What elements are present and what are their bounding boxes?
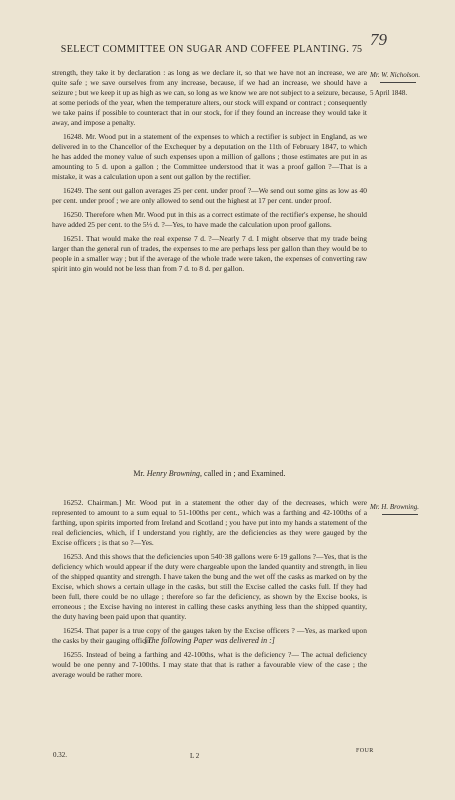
paragraph-16253: 16253. And this shows that the deficiencies upon 540·38 gallons were 6·19 gallons ?—Yes, that is the deficiency which would appear if the duty were chargeable upon the landed quantity and strength, in lieu of the shipped quantity and strength. I have taken the bung and the wet off the casks as marked on by the Excise, which shows a certain ullage in the casks, but still the Excise called the casks full. If they had been full, there could be no ullage ; therefore so far the deficiency, as shown by the Excise books, is erroneous ; the Excise having no interest in calling these casks anything less than the shipped quantity, the duty having been paid upon that quantity. — [52, 552, 367, 621]
page-header-title: SELECT COMMITTEE ON SUGAR AND COFFEE PLANTING. — [60, 44, 350, 55]
paragraph-16250: 16250. Therefore when Mr. Wood put in this as a correct estimate of the rectifier's expense, he should have added 25 per cent. to the 5⅓ d. ?—Yes, to have made the calculation upon proof gallons. — [52, 210, 367, 229]
paragraph-16248: 16248. Mr. Wood put in a statement of the expenses to which a rectifier is subject in England, as we delivered in to the Chancellor of the Exchequer by a deputation on the 11th of February 1847, to which he has added the money value of such expenses upon a million of gallons ; those estimates are put in as amounting to 5 d. upon a gallon ; the Committee understood that it was a proof gallon ?—That is a mistake, it was a calculation upon a sent out gallon by the rectifier. — [52, 132, 367, 181]
margin-date: 5 April 1848. — [370, 89, 408, 97]
paragraph-16254: 16254. That paper is a true copy of the gauges taken by the Excise officers ? —Yes, as marked upon the casks by their gauging officer. — [52, 626, 367, 645]
margin-witness-nicholson: Mr. W. Nicholson. — [370, 71, 421, 79]
handwritten-folio-number: 79 — [370, 30, 387, 49]
witness-suffix: , called in ; and Examined. — [200, 469, 286, 478]
testimony-section-b — [52, 498, 367, 684]
paragraph-16251: 16251. That would make the real expense 7 d. ?—Nearly 7 d. I might observe that my trade being larger than the general run of trades, the expenses to me are perhaps less per gallon than they would be to people in a smaller way ; but if the average of the whole trade were taken, the expenses of converting raw spirit into gin would not be less than from 7 d. to 8 d. per gallon. — [52, 234, 367, 273]
paper-delivered-note: [The following Paper was delivered in :] — [144, 636, 275, 645]
footer-catchword: FOUR — [356, 748, 374, 754]
witness-heading — [52, 469, 367, 478]
paragraph-continuation: strength, they take it by declaration : as long as we declare it, so that we have not an increase, we are quite safe ; we save ourselves from any increase, because, if we had an increase, we should have a seizure ; but we keep it up as high as we can, so long as we know we are not subject to a seizure, because, at some periods of the year, when the temperature alters, our stock will expand or contract ; consequently we take pains if possible to counteract that in our stock, for if they found an increase they would take it away, and impose a penalty. — [52, 68, 367, 127]
paragraph-16252: 16252. Chairman.] Mr. Wood put in a statement the other day of the decreases, which were represented to amount to a sum equal to 51-100ths per cent., which was a farthing and 42-100ths of a farthing, upon spirits imported from Ireland and Scotland ; you have put into my hands a statement of the real deficiencies, which, if I understand you rightly, are the deficiencies as they were gauged by the Excise officers ; is that so ?—Yes. — [52, 498, 367, 547]
page-number: 75 — [352, 44, 362, 55]
witness-prefix: Mr. — [133, 469, 145, 478]
paragraph-16255: 16255. Instead of being a farthing and 42-100ths, what is the deficiency ?— The actual deficiency would be one penny and 7-100ths. I may state that that is rather a favourable view of the case ; the average would be rather more. — [52, 650, 367, 679]
paragraph-16249: 16249. The sent out gallon averages 25 per cent. under proof ?—We send out some gins as low as 40 per cent. under proof ; we are only allowed to send out the highest at 17 per cent. under proof. — [52, 186, 367, 205]
testimony-section-a — [52, 68, 367, 278]
margin-rule — [382, 514, 418, 515]
footer-sheet-number: 0.32. — [53, 751, 67, 759]
margin-witness-browning: Mr. H. Browning. — [370, 503, 419, 511]
footer-signature-mark: L 2 — [190, 752, 200, 760]
margin-rule — [380, 82, 416, 83]
witness-name: Henry Browning — [146, 469, 201, 478]
